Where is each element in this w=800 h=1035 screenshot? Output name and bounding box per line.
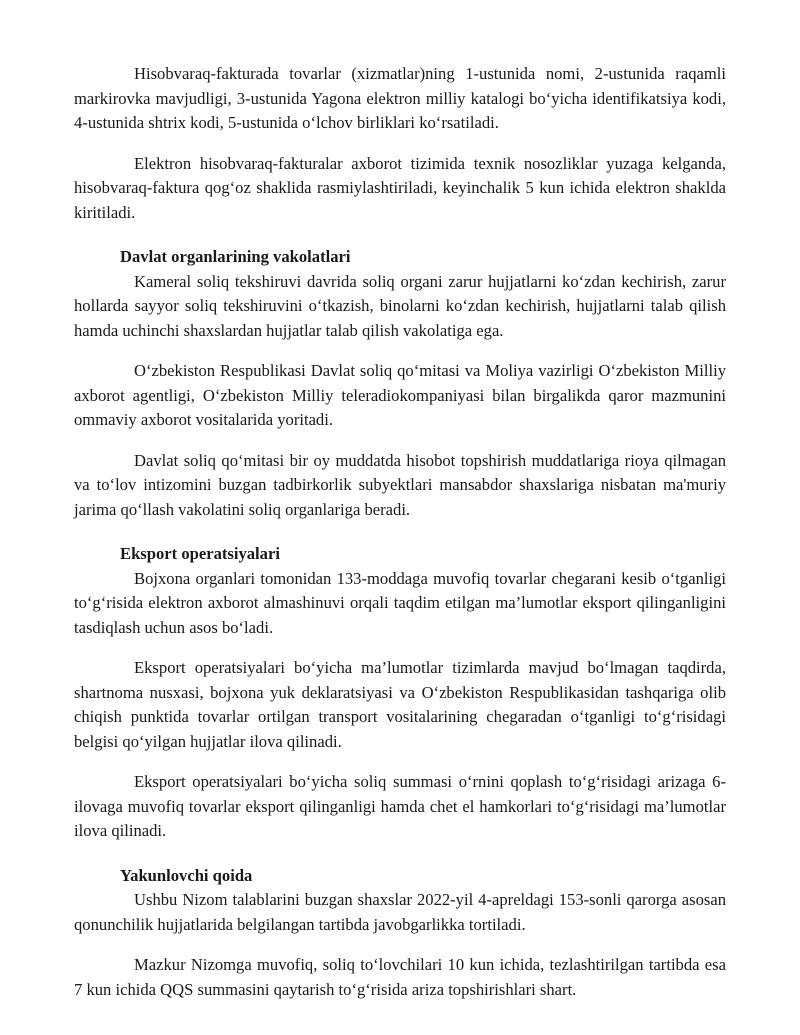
paragraph-vat-refund-deadline: Mazkur Nizomga muvofiq, soliq to‘lovchilari 10 kun ichida, tezlashtirilgan tartibda esa 7 kun ichida QQS summasini qaytarish to‘g‘risida ariza topshirishlari shart.: [74, 955, 726, 999]
paragraph-invoice-columns: Hisobvaraq-fakturada tovarlar (xizmatlar)ning 1-ustunida nomi, 2-ustunida raqamli markirovka mavjudligi, 3-ustunida Yagona elektron milliy katalogi bo‘yicha identifikatsiya kodi, 4-ustunida shtrix kodi, 5-ustunida o‘lchov birliklari ko‘rsatiladi.: [74, 64, 726, 132]
section-heading-state-authorities: Davlat organlarining vakolatlari: [120, 247, 351, 266]
paragraph-desk-audit: Kameral soliq tekshiruvi davrida soliq organi zarur hujjatlarni ko‘zdan kechirish, zarur hollarda sayyor soliq tekshiruvini o‘tkazish, binolarni ko‘zdan kechirish, hujjatlarni talab qilish hamda uchinchi shaxslardan hujjatlar talab qilish vakolatiga ega.: [74, 271, 726, 340]
paragraph-technical-failure: Elektron hisobvaraq-fakturalar axborot tizimida texnik nosozliklar yuzaga kelganda, hisobvaraq-faktura qog‘oz shaklida rasmiylashtiriladi, keyinchalik 5 kun ichida elektron shaklda kiritiladi.: [74, 153, 726, 222]
paragraph-tax-refund-application: Eksport operatsiyalari bo‘yicha soliq summasi o‘rnini qoplash to‘g‘risidagi arizaga 6-ilovaga muvofiq tovarlar eksport qilinganligi hamda chet el hamkorlari to‘g‘risidagi ma’lumotlar ilova qilinadi.: [74, 772, 726, 840]
paragraph-export-documents: Eksport operatsiyalari bo‘yicha ma’lumotlar tizimlarda mavjud bo‘lmagan taqdirda, shartnoma nusxasi, bojxona yuk deklaratsiyasi va O‘zbekiston Respublikasidan tashqariga olib chiqish punktida tovarlar ortilgan transport vositalarining chegaradan o‘tganligi to‘g‘risidagi belgisi qo‘yilgan hujjatlar ilova qilinadi.: [74, 658, 726, 751]
paragraph-liability: Ushbu Nizom talablarini buzgan shaxslar 2022-yil 4-apreldagi 153-sonli qarorga asosan qonunchilik hujjatlarida belgilangan tartibda javobgarlikka tortiladi.: [74, 890, 726, 934]
section-heading-final-provision: Yakunlovchi qoida: [120, 865, 253, 885]
paragraph-media-coverage: O‘zbekiston Respublikasi Davlat soliq qo‘mitasi va Moliya vazirligi O‘zbekiston Milliy axborot agentligi, O‘zbekiston Milliy teleradiokompaniyasi bilan birgalikda qaror mazmunini ommaviy axborot vositalarida yoritadi.: [74, 361, 726, 429]
paragraph-customs-data: Bojxona organlari tomonidan 133-moddaga muvofiq tovarlar chegarani kesib o‘tganligi to‘g‘risida elektron axborot almashinuvi orqali taqdim etilgan ma’lumotlar eksport qilinganligini tasdiqlash uchun asos bo‘ladi.: [74, 568, 726, 637]
paragraph-administrative-fines: Davlat soliq qo‘mitasi bir oy muddatda hisobot topshirish muddatlariga rioya qilmagan va to‘lov intizomini buzgan tadbirkorlik subyektlari mansabdor shaxslariga nisbatan ma'muriy jarima qo‘llash vakolatini soliq organlariga beradi.: [74, 450, 726, 519]
section-heading-export-operations: Eksport operatsiyalari: [120, 544, 280, 563]
